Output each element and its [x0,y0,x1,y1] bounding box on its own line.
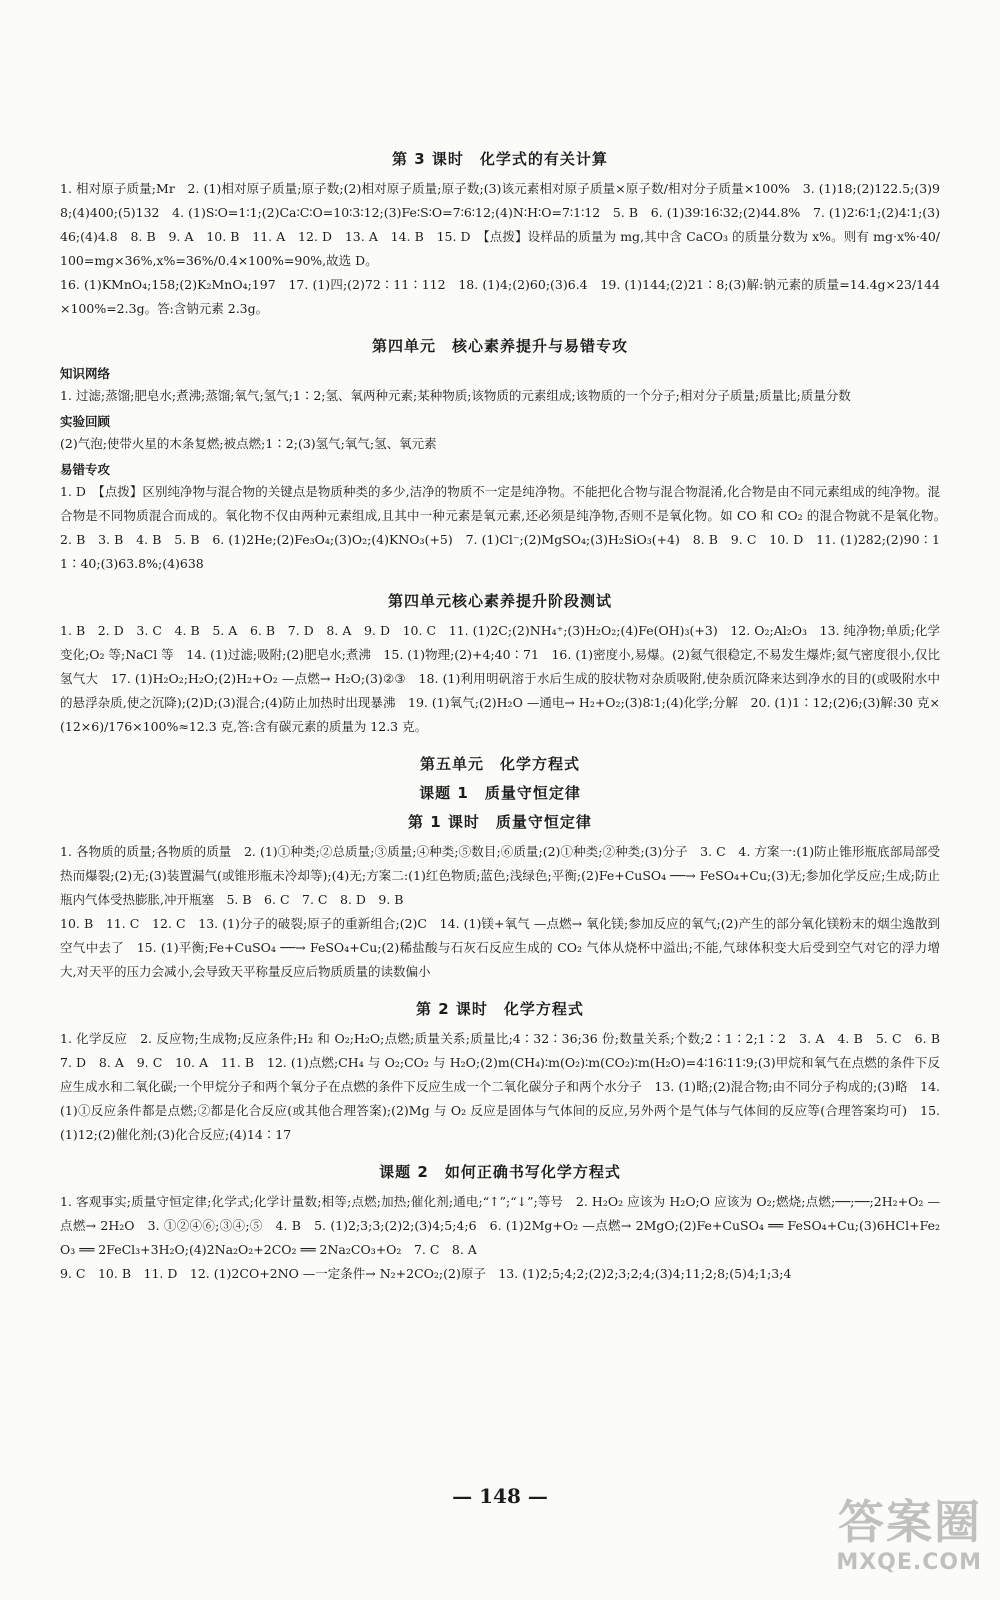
subsection-label: 实验回顾 [60,414,111,429]
subsection-label: 易错专攻 [60,462,111,477]
lesson-heading: 第 2 课时 化学方程式 [416,1000,584,1018]
lesson-heading: 第 1 课时 质量守恒定律 [408,813,592,831]
watermark-domain: MXQE.COM [836,1550,982,1575]
watermark-logo [782,1494,982,1584]
answer-paragraph: 1. D 【点拨】区别纯净物与混合物的关键点是物质种类的多少,洁净的物质不一定是纯净物。不能把化合物与混合物混淆,化合物是由不同元素组成的纯净物。混合物是不同物质混合而成的。氧化物不仅由两种元素组成,且其中一种元素是氧元素,还必须是纯净物,否则不是氧化物。如 CO 和 CO₂ 的混合物就不是氧化物。 2. B 3. B 4. B 5. B 6. (1)2He;(2)Fe₃O₄;(3)O₂;(4)KNO₃(+5) 7. (1)Cl⁻;(2)MgSO₄;(3)H₂SiO₃(+4) 8. B 9. C 10. D 11. (1)282;(2)90∶11∶40;(3)63.8%;(4)638 [60,484,953,571]
answer-page [60,138,953,1286]
page-number-value: 148 [479,1484,521,1508]
section-heading: 第四单元 核心素养提升与易错专攻 [371,337,628,355]
answer-paragraph: 9. C 10. B 11. D 12. (1)2CO+2NO —一定条件→ N₂+2CO₂;(2)原子 13. (1)2;5;4;2;(2)2;3;2;4;(3)4;11;2;8;(5)4;1;3;4 [60,1266,792,1281]
watermark-title: 答案圈 [838,1495,982,1549]
section-heading: 第 3 课时 化学式的有关计算 [392,150,608,168]
topic-heading: 课题 2 如何正确书写化学方程式 [379,1163,621,1181]
answer-paragraph: 1. 过滤;蒸馏;肥皂水;煮沸;蒸馏;氧气;氢气;1∶2;氢、氧两种元素;某种物质;该物质的元素组成;该物质的一个分子;相对分子质量;质量比;质量分数 [60,388,851,403]
answer-paragraph: 16. (1)KMnO₄;158;(2)K₂MnO₄;197 17. (1)四;(2)72∶11∶112 18. (1)4;(2)60;(3)6.4 19. (1)144;(2)21∶8;(3)解:钠元素的质量=14.4g×23/144×100%=2.3g。答:含钠元素 2.3g。 [60,277,940,316]
answer-paragraph: 1. B 2. D 3. C 4. B 5. A 6. B 7. D 8. A 9. D 10. C 11. (1)2C;(2)NH₄⁺;(3)H₂O₂;(4)Fe(OH)₃(+3) 12. O₂;Al₂O₃ 13. 纯净物;单质;化学变化;O₂ 等;NaCl 等 14. (1)过滤;吸附;(2)肥皂水;煮沸 15. (1)物理;(2)+4;40∶71 16. (1)密度小,易爆。(2)氦气很稳定,不易发生爆炸;氦气密度很小,仅比氢气大 17. (1)H₂O₂;H₂O;(2)H₂+O₂ —点燃→ H₂O;(3)②③ 18. (1)利用明矾溶于水后生成的胶状物对杂质吸附,使杂质沉降来达到净水的目的(或吸附水中的悬浮杂质,使之沉降);(2)D;(3)混合;(4)防止加热时出现暴沸 19. (1)氧气;(2)H₂O —通电→ H₂+O₂;(3)8∶1;(4)化学;分解 20. (1)1∶12;(2)6;(3)解:30 克×(12×6)/176×100%≈12.3 克,答:含有碳元素的质量为 12.3 克。 [60,623,940,734]
subsection-label: 知识网络 [60,366,111,381]
answer-paragraph: 1. 客观事实;质量守恒定律;化学式;化学计量数;相等;点燃;加热;催化剂;通电;“↑”;“↓”;等号 2. H₂O₂ 应该为 H₂O;O 应该为 O₂;燃烧;点燃;──;──;2H₂+O₂ —点燃→ 2H₂O 3. ①②④⑥;③④;⑤ 4. B 5. (1)2;3;3;(2)2;(3)4;5;4;6 6. (1)2Mg+O₂ —点燃→ 2MgO;(2)Fe+CuSO₄ ══ FeSO₄+Cu;(3)6HCl+Fe₂O₃ ══ 2FeCl₃+3H₂O;(4)2Na₂O₂+2CO₂ ══ 2Na₂CO₃+O₂ 7. C 8. A [60,1194,940,1257]
section-heading: 第四单元核心素养提升阶段测试 [387,592,612,610]
answer-paragraph: 10. B 11. C 12. C 13. (1)分子的破裂;原子的重新组合;(2)C 14. (1)镁+氧气 —点燃→ 氧化镁;参加反应的氧气;(2)产生的部分氧化镁粉末的烟尘逸散到空气中去了 15. (1)平衡;Fe+CuSO₄ ──→ FeSO₄+Cu;(2)稀盐酸与石灰石反应生成的 CO₂ 气体从烧杯中溢出;不能,气球体积变大后受到空气对它的浮力增大,对天平的压力会减小,会导致天平称量反应后物质质量的读数偏小 [60,916,940,979]
answer-paragraph: (2)气泡;使带火星的木条复燃;被点燃;1∶2;(3)氢气;氧气;氢、氧元素 [60,436,437,451]
answer-paragraph: 1. 各物质的质量;各物质的质量 2. (1)①种类;②总质量;③质量;④种类;⑤数目;⑥质量;(2)①种类;②种类;(3)分子 3. C 4. 方案一:(1)防止锥形瓶底部局部受热而爆裂;(2)无;(3)装置漏气(或锥形瓶未冷却等);(4)无;方案二:(1)红色物质;蓝色;浅绿色;平衡;(2)Fe+CuSO₄ ──→ FeSO₄+Cu;(3)无;参加化学反应;生成;防止瓶内气体受热膨胀,冲开瓶塞 5. B 6. C 7. C 8. D 9. B [60,844,940,907]
answer-paragraph: 1. 相对原子质量;Mr 2. (1)相对原子质量;原子数;(2)相对原子质量;原子数;(3)该元素相对原子质量×原子数/相对分子质量×100% 3. (1)18;(2)122.5;(3)98;(4)400;(5)132 4. (1)S∶O=1∶1;(2)Ca∶C∶O=10∶3∶12;(3)Fe∶S∶O=7∶6∶12;(4)N∶H∶O=7∶1∶12 5. B 6. (1)39∶16∶32;(2)44.8% 7. (1)2∶6∶1;(2)4∶1;(3)46;(4)4.8 8. B 9. A 10. B 11. A 12. D 13. A 14. B 15. D 【点拨】设样品的质量为 mg,其中含 CaCO₃ 的质量分数为 x%。则有 mg·x%·40/100=mg×36%,x%=36%/0.4×100%=90%,故选 D。 [60,181,940,268]
answer-paragraph: 1. 化学反应 2. 反应物;生成物;反应条件;H₂ 和 O₂;H₂O;点燃;质量关系;质量比;4∶32∶36;36 份;数量关系;个数;2∶1∶2;1∶2 3. A 4. B 5. C 6. B 7. D 8. A 9. C 10. A 11. B 12. (1)点燃;CH₄ 与 O₂;CO₂ 与 H₂O;(2)m(CH₄)∶m(O₂)∶m(CO₂)∶m(H₂O)=4∶16∶11∶9;(3)甲烷和氧气在点燃的条件下反应生成水和二氧化碳;一个甲烷分子和两个氧分子在点燃的条件下反应生成一个二氧化碳分子和两个水分子 13. (1)略;(2)混合物;由不同分子构成的;(3)略 14. (1)①反应条件都是点燃;②都是化合反应(或其他合理答案);(2)Mg 与 O₂ 反应是固体与气体间的反应,另外两个是气体与气体间的反应等(合理答案均可) 15. (1)12;(2)催化剂;(3)化合反应;(4)14∶17 [60,1031,953,1142]
page-number: — 148 — [452,1484,548,1508]
topic-heading: 课题 1 质量守恒定律 [419,784,581,802]
unit-heading: 第五单元 化学方程式 [419,755,580,773]
